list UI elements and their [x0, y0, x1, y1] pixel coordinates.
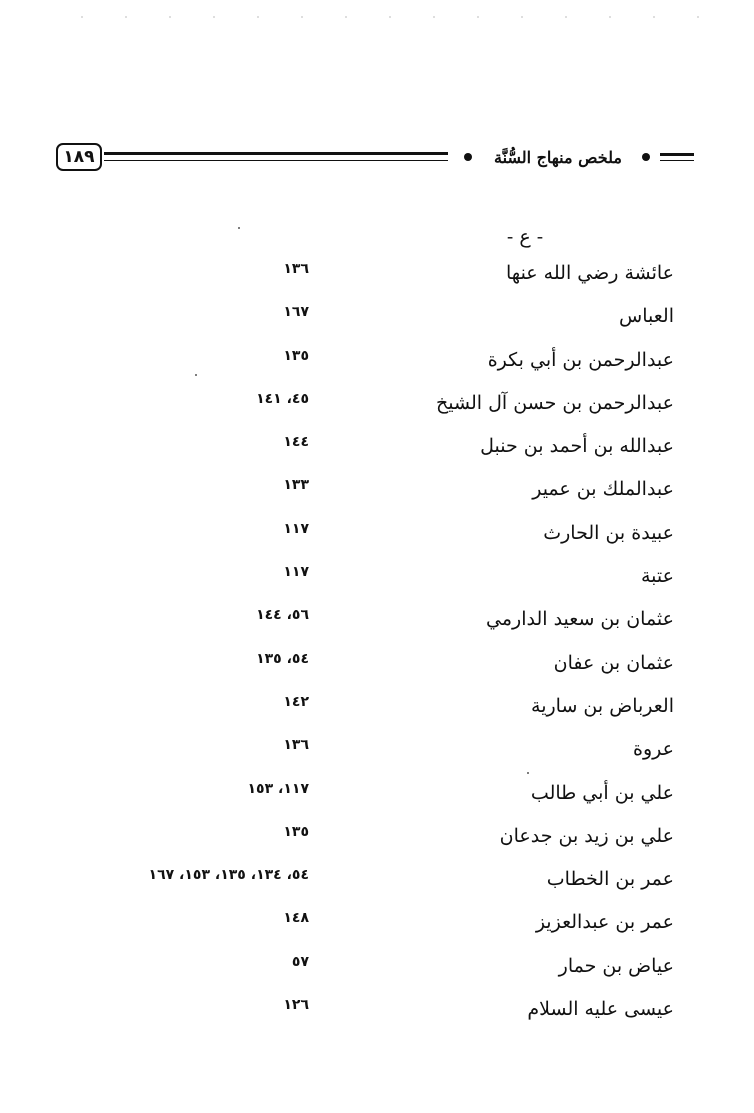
entry-pages: ١٣٥ [283, 823, 309, 840]
header-rule-long [104, 152, 448, 161]
index-entry [0, 990, 754, 1033]
index-entry [0, 514, 754, 557]
index-entry [0, 947, 754, 990]
entry-pages: ٥٤، ١٣٤، ١٣٥، ١٥٣، ١٦٧ [148, 867, 309, 884]
index-entry [0, 730, 754, 773]
entry-pages: ١٢٦ [283, 997, 309, 1014]
entry-pages: ١٤٢ [283, 693, 309, 710]
header-rule-short [660, 153, 694, 161]
running-header [56, 140, 696, 178]
scan-specks [60, 14, 720, 20]
entry-name: علي بن أبي طالب [530, 781, 674, 804]
header-bullet-left [464, 153, 472, 161]
entry-pages: ١٦٧ [283, 304, 309, 321]
entry-name: العرباض بن سارية [531, 694, 674, 717]
index-entry [0, 903, 754, 946]
entry-pages: ١٣٣ [283, 477, 309, 494]
book-title: ملخص منهاج السُّنَّة [494, 148, 622, 167]
entry-pages: ١١٧، ١٥٣ [247, 780, 309, 797]
index-entry [0, 817, 754, 860]
page-number: ١٨٩ [56, 143, 102, 171]
entry-name: عيسى عليه السلام [527, 998, 674, 1021]
entry-pages: ١١٧ [283, 520, 309, 537]
entry-pages: ١٤٤ [283, 434, 309, 451]
entry-name: عبيدة بن الحارث [543, 521, 674, 544]
entry-name: عثمان بن عفان [553, 651, 674, 674]
entry-pages: ١٤٨ [283, 910, 309, 927]
index-entry [0, 644, 754, 687]
entry-name: العباس [619, 305, 674, 328]
entry-pages: ١٣٦ [283, 737, 309, 754]
section-letter: - ع - [506, 226, 544, 248]
index-entry [0, 557, 754, 600]
entry-name: عبدالرحمن بن أبي بكرة [487, 348, 674, 371]
entry-pages: ٥٧ [291, 953, 309, 970]
entry-name: علي بن زيد بن جدعان [499, 824, 674, 847]
index-list [0, 254, 754, 1033]
index-entry [0, 687, 754, 730]
index-entry [0, 254, 754, 297]
entry-name: عياض بن حمار [558, 954, 674, 977]
entry-pages: ٥٦، ١٤٤ [256, 607, 309, 624]
entry-name: عائشة رضي الله عنها [506, 262, 674, 284]
index-entry [0, 470, 754, 513]
header-bullet-right [642, 153, 650, 161]
entry-name: عبدالملك بن عمير [532, 478, 674, 501]
entry-pages: ١٣٥ [283, 347, 309, 364]
entry-pages: ٥٤، ١٣٥ [256, 650, 309, 667]
index-entry [0, 427, 754, 470]
index-entry [0, 341, 754, 384]
entry-name: عروة [633, 738, 674, 761]
index-entry [0, 384, 754, 427]
entry-name: عبدالرحمن بن حسن آل الشيخ [436, 391, 674, 414]
entry-name: عتبة [641, 565, 674, 588]
scan-speck [238, 227, 240, 229]
entry-pages: ١١٧ [283, 564, 309, 581]
entry-name: عمر بن عبدالعزيز [535, 911, 674, 934]
index-entry [0, 600, 754, 643]
index-entry [0, 860, 754, 903]
index-entry [0, 774, 754, 817]
entry-name: عثمان بن سعيد الدارمي [486, 608, 674, 631]
entry-pages: ١٣٦ [283, 261, 309, 277]
entry-name: عبدالله بن أحمد بن حنبل [480, 435, 674, 458]
entry-pages: ٤٥، ١٤١ [256, 390, 309, 407]
index-entry [0, 297, 754, 340]
entry-name: عمر بن الخطاب [546, 868, 674, 891]
